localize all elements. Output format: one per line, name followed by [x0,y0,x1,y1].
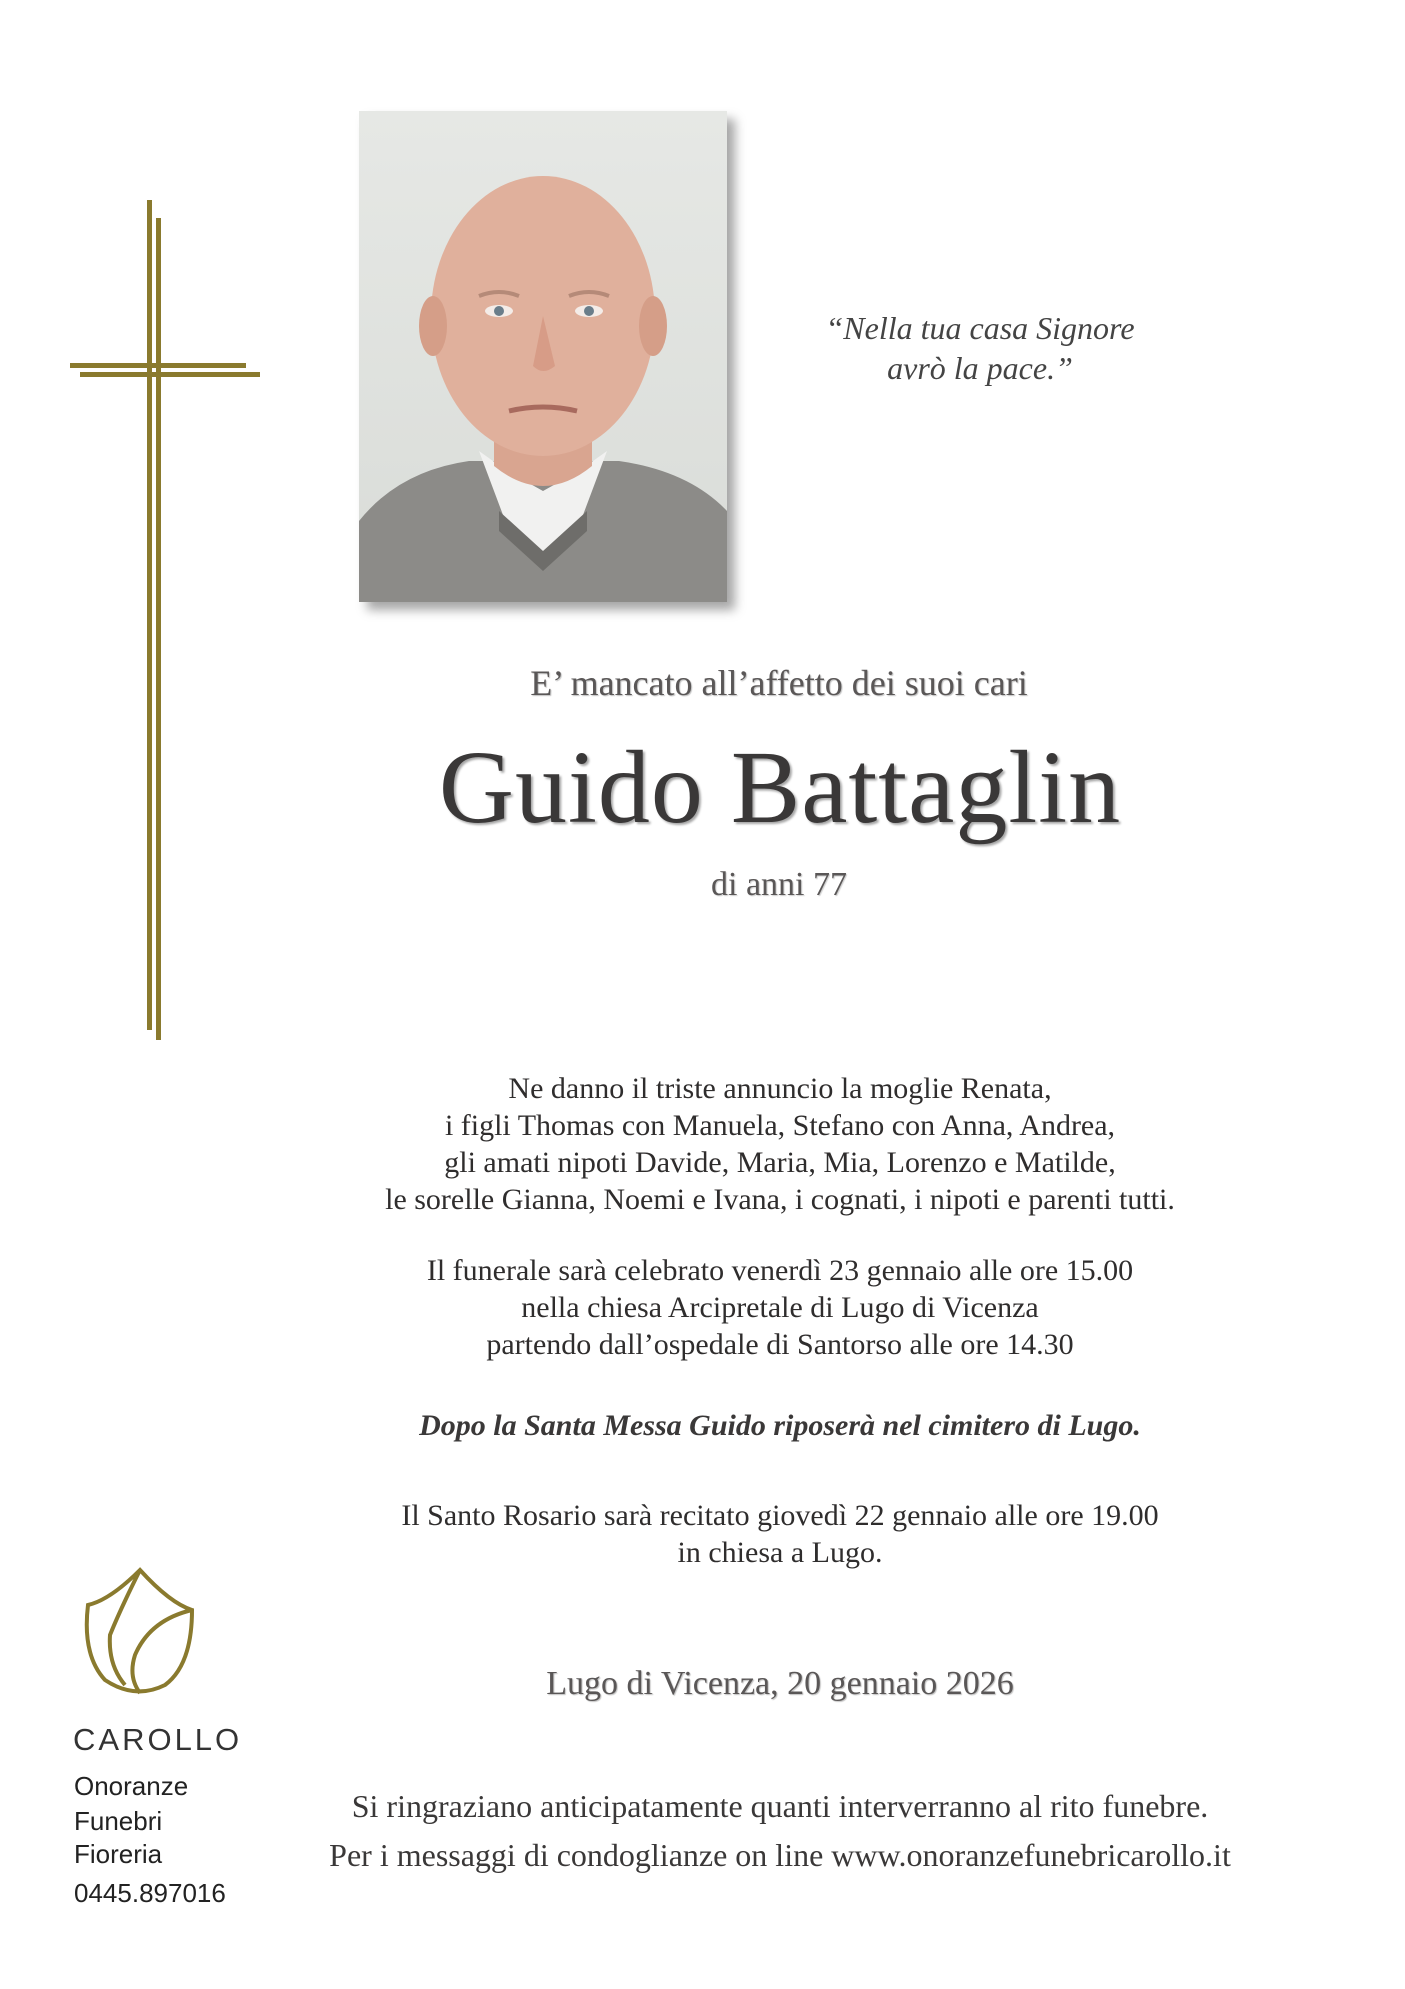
brand-line: Onoranze [74,1771,189,1801]
quote-line-1: “Nella tua casa Signore [825,310,1135,346]
deceased-age: di anni 77 [711,866,847,903]
place-date: Lugo di Vicenza, 20 gennaio 2026 [546,1665,1014,1702]
funeral-line: nella chiesa Arcipretale di Lugo di Vicenza [521,1291,1039,1324]
rosary-line: Il Santo Rosario sarà recitato giovedì 22 gennaio alle ore 19.00 [401,1499,1159,1532]
quote-line-2: avrò la pace.” [887,350,1073,386]
deceased-name: Guido Battaglin [438,730,1122,845]
rosary-details [300,1497,1260,1571]
funeral-line: Il funerale sarà celebrato venerdì 23 gennaio alle ore 15.00 [426,1254,1134,1287]
thanks-line: Si ringraziano anticipatamente quanti interverranno al rito funebre. [351,1788,1209,1824]
announcement: E’ mancato all’affetto dei suoi cari [530,663,1028,703]
brand-line: Fioreria [74,1839,163,1869]
family-line: Ne danno il triste annuncio la moglie Renata, [508,1072,1052,1105]
brand-line: Funebri [74,1806,163,1836]
tulip-logo-icon [80,1565,200,1705]
thanks-note [300,1782,1260,1880]
rosary-line: in chiesa a Lugo. [677,1536,883,1569]
cross-icon [70,200,260,1040]
brand-phone: 0445.897016 [74,1878,226,1908]
family-line: i figli Thomas con Manuela, Stefano con Anna, Andrea, [444,1109,1116,1142]
family-announcement [300,1070,1260,1218]
thanks-line: Per i messaggi di condoglianze on line www.onoranzefunebricarollo.it [329,1837,1231,1873]
funeral-line: partendo dall’ospedale di Santorso alle ore 14.30 [486,1328,1074,1361]
family-line: gli amati nipoti Davide, Maria, Mia, Lorenzo e Matilde, [444,1146,1116,1179]
portrait-photo [359,111,727,602]
funeral-details [300,1252,1260,1363]
brand-name: CAROLLO [73,1722,243,1757]
family-line: le sorelle Gianna, Noemi e Ivana, i cognati, i nipoti e parenti tutti. [385,1183,1175,1216]
quote [820,308,1140,388]
burial-note: Dopo la Santa Messa Guido riposerà nel cimitero di Lugo. [419,1409,1141,1442]
